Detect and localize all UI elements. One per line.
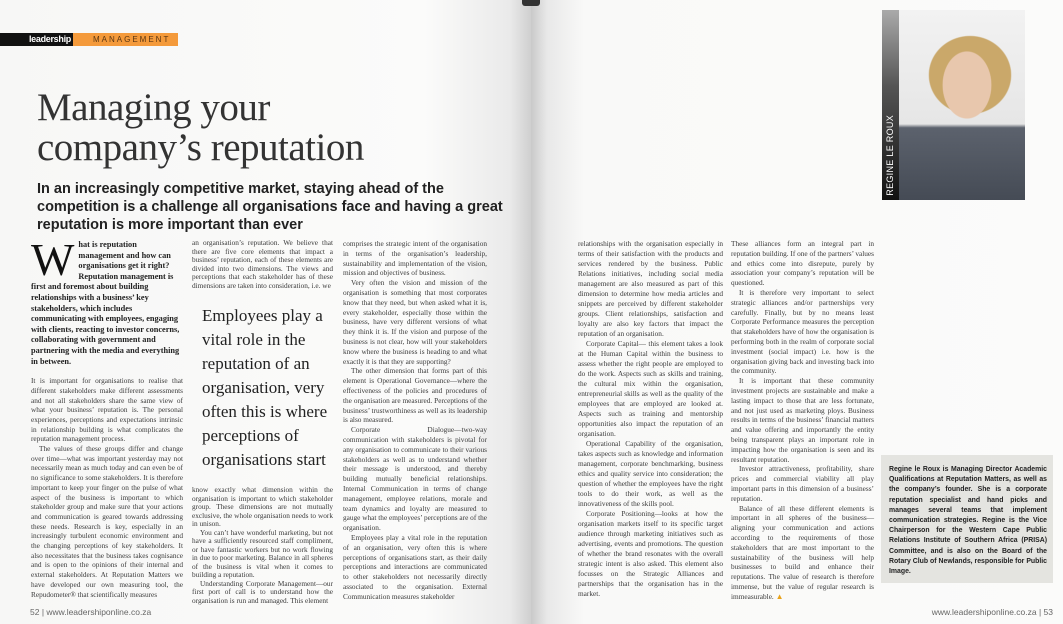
paragraph: Corporate Dialogue—two-way communication with stakeholders is pivotal for any organisation to communicate to their various stakeholders as well as to understand whether their message is understood, and thereby building mutually beneficial relationships. Internal Communication in terms of change management, employee relations, morale and team dynamics and loyalty are measured to gauge what the employees’ perceptions are of the organisation. (343, 425, 487, 533)
lead-text: hat is reputation management and how can organisations get it right? Reputation management is first and foremost about building relationships with a business’ key stakeholders, which includes communicating with employees, engaging with clients, reacting to investor concerns, collaborating with government and partnering with the media and everything in between. (31, 240, 180, 366)
paragraph: Operational Capability of the organisation, takes aspects such as knowledge and information management, corporate benchmarking, business ethics and quality service into consideration; the question of whether the employees have the right tools to do their work, as well as the innovativeness of the skills pool. (578, 439, 723, 508)
author-photo (882, 10, 1025, 200)
paragraph: know exactly what dimension within the organisation is important to which stakeholder group. These dimensions are not mutually exclusive, the whole organisation needs to work in unison. (192, 485, 333, 528)
paragraph: Employees play a vital role in the reputation of an organisation, very often this is where perceptions of organisations start, as their daily perceptions and interactions are communicated to other stakeholders not necessarily directly associated to the organisation. External Communication measures stakeholder (343, 532, 487, 601)
paragraph: It is important for organisations to realise that different stakeholders make different assessments and not all stakeholders share the same view of what your business’ reputation is. The personal experiences, perceptions and expectations intrinsic in relationship building is what complicates the reputation management process. (31, 376, 183, 444)
author-name: REGINE LE ROUX (885, 115, 895, 196)
paragraph-text: Balance of all these different elements is important in all spheres of the business—aligning your communication and actions according to the requirements of those stakeholders that are most important to the sustainability of the business will help businesses to build and enhance their reputations. The value of research is therefore immense, but the value of regular research is immeasurable. (731, 503, 874, 601)
paragraph: These alliances form an integral part in reputation building. If one of the partners’ values and ethics come into disrepute, purely by association your company’s reputation will be questioned. (731, 239, 874, 288)
paragraph: It is therefore very important to select strategic alliances and/or partnerships very carefully. Finally, but by no means least Corporate Performance measures the perception that stakeholders have of how the organisation is performing both in the realm of corporate social investment (social impact) i.e. how is the organisation giving back and investing back into the community. (731, 287, 874, 376)
pull-quote: Employees play a vital role in the reputation of an organisation, very often this is where perceptions of organisations start (202, 306, 328, 469)
author-bio: Regine le Roux is Managing Director Academic Qualifications at Reputation Matters, as well as the company’s founder. She is a corporate reputation specialist and hand picks and manages several teams that implement communication strategies. Regine is the Vice Chairperson for the Western Cape Public Relations Institute of Southern Africa (PRISA) Committee, and is also on the Board of the Rotary Club of Newlands, responsible for Public Image. (881, 455, 1053, 583)
section-label: MANAGEMENT (73, 33, 178, 46)
paragraph: Understanding Corporate Management—our first port of call is to understand how the organisation is run and managed. This element (192, 578, 333, 605)
footer-right: www.leadershiponline.co.za | 53 (931, 607, 1053, 617)
paragraph: The values of these groups differ and change over time—what was important yesterday may not necessarily mean as much today and can even be of no significance to some stakeholders. It is therefore important to keep your finger on the pulse of what aspect of the business is important to which stakeholder group and make sure that your actions and communication is geared towards addressing these needs. Research is key, especially in an increasingly turbulent economic environment and the changing perceptions of key stakeholders. It also necessitates that the business takes cognisance and is open to the opinions of their internal and external stakeholders. At Reputation Matters we have developed our own measuring tool, the Repudometer® that scientifically measures (31, 444, 183, 599)
column-1 (31, 234, 183, 599)
paragraph: comprises the strategic intent of the organisation in terms of the organisation’s leadership, sustainability and implementation of the vision, mission and objectives of business. (343, 239, 487, 278)
paragraph: You can’t have wonderful marketing, but not have a sufficiently resourced staff compliment, or have fantastic workers but no work flowing in due to poor marketing. Balance in all spheres of the business is vital when it comes to building a reputation. (192, 527, 333, 579)
paragraph (731, 504, 874, 602)
paragraph: Very often the vision and mission of the organisation is something that most corporates know that they need, but when asked what it is, every stakeholder, especially those within the business, have very different versions of what they think it is. If the vision and purpose of the business is not clear, how will your stakeholders know where the business is heading to and what exactly it is that they are supporting? (343, 278, 487, 366)
paragraph: Corporate Positioning—looks at how the organisation markets itself to its specific target audience through marketing initiatives such as advertising, events and promotions. The question of whether the brand resonates with the overall strategic intent is also asked. This element also focusses on the Strategic Alliances and partnerships that the organisation has in the market. (578, 509, 723, 598)
paragraph: Corporate Capital— this element takes a look at the Human Capital within the business to assess whether the right people are employed to do the work. Aspects such as skills and training, the cultural mix within the organisation, entrepreneurial skills as well as the quality of the employees that are employed are looked at. Aspects such as training and mentorship opportunities also impact the reputation of an organisation. (578, 339, 723, 438)
section-header (0, 33, 178, 46)
column-3 (343, 239, 487, 601)
column-4 (578, 239, 723, 599)
drop-cap: W (31, 234, 75, 285)
footer-left: 52 | www.leadershiponline.co.za (30, 607, 152, 617)
page-tab (522, 0, 540, 6)
lead-paragraph (31, 234, 183, 367)
author-name-bar (882, 10, 899, 200)
paragraph: Investor attractiveness, profitability, share prices and commercial viability all play important parts in this dimension of a business’ reputation. (731, 464, 874, 503)
column-2 (192, 239, 333, 605)
end-mark-icon: ▲ (775, 591, 784, 601)
article-subtitle: In an increasingly competitive market, staying ahead of the competition is a challenge all organisations face and having a great reputation is more important than ever (37, 181, 503, 233)
paragraph: an organisation’s reputation. We believe that there are five core elements that impact a business’ reputation, each of these elements are divided into two dimensions. The views and perceptions that each stakeholder has of these dimensions are taken into consideration, i.e. we (192, 238, 333, 290)
paragraph: It is important that these community investment projects are sustainable and make a lasting impact to those that are less fortunate, and not just used as marketing ploys. Business results in terms of the business’ financial matters and value offering and importantly the entity being transparent plays an important role in impacting how the organisation is seen and its resultant reputation. (731, 376, 874, 464)
paragraph: relationships with the organisation especially in terms of their satisfaction with the products and services rendered by the business. Public Relations initiatives, including social media management are also measured as part of this dimension to determine how media articles and snippets are perceived by different stakeholder groups. Client relationships, satisfaction and loyalty are also key factors that impact the reputation of an organisation. (578, 239, 723, 338)
column-5 (731, 239, 874, 601)
brand-logo: leadership (0, 33, 73, 46)
paragraph: The other dimension that forms part of this element is Operational Governance—where the effectiveness of the policies and procedures of the organisation are measured. Perceptions of the business’ trustworthiness as well as its leadership is also measured. (343, 366, 487, 425)
article-title: Managing your company’s reputation (37, 86, 364, 169)
